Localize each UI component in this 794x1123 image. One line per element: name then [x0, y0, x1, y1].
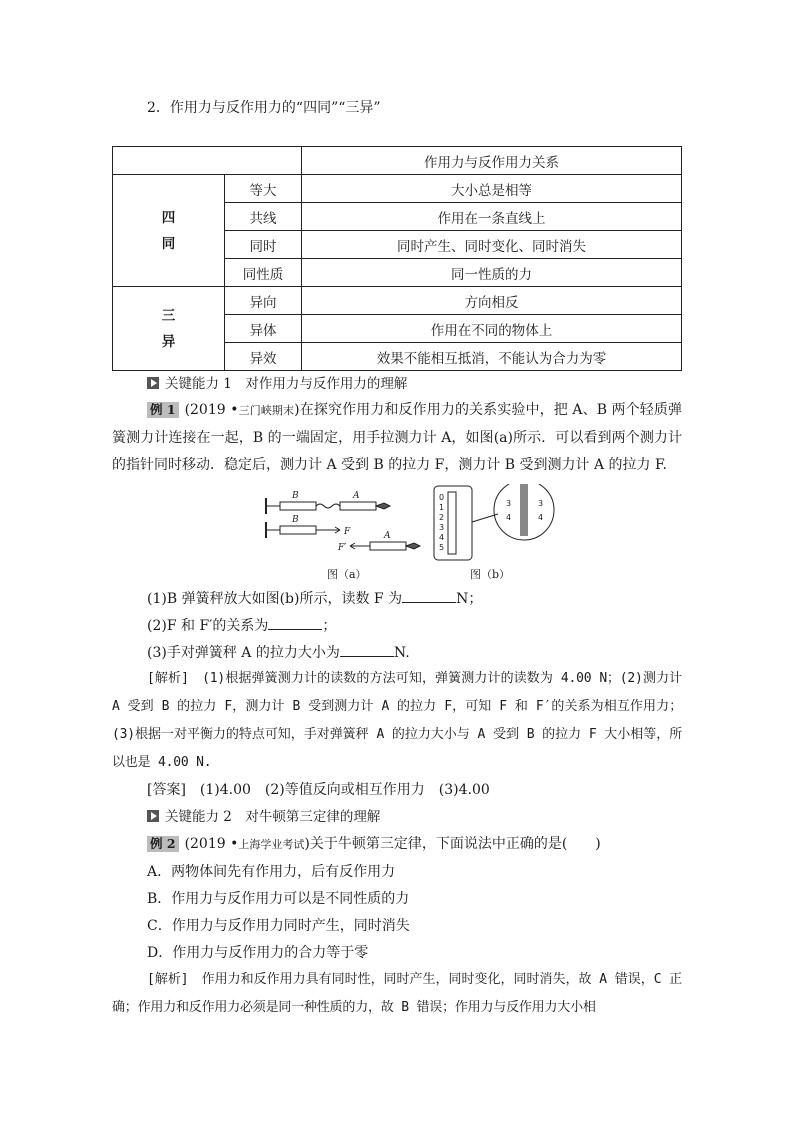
- option-c[interactable]: C．作用力与反作用力同时产生，同时消失: [147, 918, 410, 934]
- example-1-stem: [112, 397, 682, 480]
- tick-2-left: 2: [439, 513, 445, 522]
- group-name-san-yi: [113, 287, 225, 371]
- table-corner-cell: [113, 147, 302, 175]
- example-1-text: 在探究作用力和反作用力的关系实验中，把 A、B 两个轻质弹簧测力计连接在一起，B 的一端固定，用手拉测力计 A，如图(a)所示．可以看到两个测力计的指针同时移动．稳定后，测力计 A 受到 B 的拉力 F，测力计 B 受到测力计 A 的拉力 F.: [112, 402, 682, 473]
- example-2-stem: [147, 833, 601, 853]
- desc-cell: 方向相反: [302, 287, 682, 315]
- spring-connector: [316, 504, 340, 508]
- question-2-end: ；: [322, 618, 337, 634]
- question-2-text: (2)F 和 F′的关系为: [147, 618, 269, 634]
- key-ability-1-heading: [147, 372, 407, 392]
- scale-a-bottom: [370, 542, 406, 550]
- question-3-unit: N.: [393, 645, 410, 661]
- tick-5-left: 5: [439, 543, 445, 552]
- example-source: 上海学业考试: [238, 838, 305, 851]
- table-row: [113, 287, 682, 315]
- example-badge: 例 1: [147, 402, 179, 418]
- example-year: (2019 •: [184, 836, 239, 852]
- zoom-tick-4-right: 4: [538, 513, 544, 522]
- question-1-text: (1)B 弹簧秤放大如图(b)所示，读数 F 为: [147, 591, 403, 607]
- attr-cell: 异体: [225, 315, 302, 343]
- desc-cell: 同时产生、同时变化、同时消失: [302, 231, 682, 259]
- play-triangle-icon: [147, 377, 159, 389]
- label-b-top: B: [292, 491, 299, 501]
- answer-blank[interactable]: [402, 590, 456, 603]
- answer-blank[interactable]: [268, 617, 322, 630]
- solution-1-text: [解析] (1)根据弹簧测力计的读数的方法可知，弹簧测力计的读数为 4.00 N；(2)测力计 A 受到 B 的拉力 F，测力计 B 受到测力计 A 的拉力 F，可知 F 和 F′的关系为相互作用力；(3)根据一对平衡力的特点可知，手对弹簧秤 A 的拉力大小与 A 受到 B 的拉力 F 大小相等，所以也是 4.00 N.: [112, 671, 682, 770]
- example-badge: 例 2: [147, 836, 179, 852]
- group-char: 同: [161, 235, 176, 252]
- attr-cell: 异向: [225, 287, 302, 315]
- zoom-tick-3-right: 3: [538, 499, 544, 508]
- hand-bottom: [406, 543, 420, 549]
- label-a-top: A: [353, 491, 360, 501]
- key-ability-2-label: 关键能力 2 对牛顿第三定律的理解: [165, 809, 381, 825]
- solution-2-text: [解析] 作用力和反作用力具有同时性，同时产生，同时变化，同时消失，故 A 错误，C 正确；作用力和反作用力必须是同一种性质的力，故 B 错误；作用力与反作用力大小相: [112, 972, 682, 1015]
- question-1-unit: N；: [456, 591, 483, 607]
- tick-4-left: 4: [439, 533, 445, 542]
- zoom-tick-3: 3: [506, 499, 512, 508]
- table-row: [113, 175, 682, 203]
- desc-cell: 效果不能相互抵消，不能认为合力为零: [302, 343, 682, 371]
- attr-cell: 共线: [225, 203, 302, 231]
- example-year-close: ): [294, 402, 300, 418]
- section-title: 2．作用力与反作用力的“四同”“三异”: [147, 100, 381, 116]
- question-3-text: (3)手对弹簧秤 A 的拉力大小为: [147, 645, 340, 661]
- option-a[interactable]: A．两物体间先有作用力，后有反作用力: [147, 864, 396, 880]
- example-year-close: ): [304, 836, 310, 852]
- question-1: [147, 588, 482, 608]
- answer-1: [答案] (1)4.00 (2)等值反向或相互作用力 (3)4.00: [147, 782, 490, 798]
- group-char: 异: [161, 333, 176, 350]
- example-year: (2019 •: [184, 402, 239, 418]
- desc-cell: 作用在不同的物体上: [302, 315, 682, 343]
- desc-cell: 大小总是相等: [302, 175, 682, 203]
- figure-a: [266, 484, 554, 560]
- scale-b-top: [280, 502, 316, 510]
- zoom-tick-4: 4: [506, 513, 512, 522]
- tick-0-left: 0: [439, 493, 445, 502]
- group-char: 三: [161, 307, 176, 324]
- solution-1: [112, 665, 682, 777]
- group-name-si-tong: [113, 175, 225, 287]
- desc-cell: 作用在一条直线上: [302, 203, 682, 231]
- desc-cell: 同一性质的力: [302, 259, 682, 287]
- option-b[interactable]: B．作用力与反作用力可以是不同性质的力: [147, 891, 410, 907]
- scale-a-top: [340, 502, 376, 510]
- figure-b-caption: 图（b）: [470, 568, 511, 581]
- question-3: [147, 642, 410, 662]
- attr-cell: 异效: [225, 343, 302, 371]
- play-triangle-icon: [147, 810, 159, 822]
- key-ability-1-label: 关键能力 1 对作用力与反作用力的理解: [165, 376, 408, 392]
- tick-3-left: 3: [439, 523, 445, 532]
- attr-cell: 等大: [225, 175, 302, 203]
- table-header-row: [113, 147, 682, 175]
- attr-cell: 同性质: [225, 259, 302, 287]
- label-fp: F′: [338, 543, 347, 553]
- scale-b-slot: [448, 492, 456, 554]
- scale-b-bottom: [280, 526, 316, 534]
- figure-a-caption: 图（a）: [327, 568, 367, 581]
- relation-table: [112, 146, 682, 371]
- spring-scale-figure: [258, 484, 558, 584]
- hand-top: [376, 503, 390, 509]
- example-2-text: 关于牛顿第三定律，下面说法中正确的是( ): [309, 836, 601, 852]
- key-ability-2-heading: [147, 805, 380, 825]
- option-d[interactable]: D．作用力与反作用力的合力等于零: [147, 945, 369, 961]
- label-a-bottom: A: [384, 531, 391, 541]
- attr-cell: 同时: [225, 231, 302, 259]
- solution-2: [112, 966, 682, 1022]
- answer-blank[interactable]: [340, 644, 394, 657]
- tick-1-left: 1: [439, 503, 445, 512]
- label-f: F: [344, 527, 351, 537]
- table-header: 作用力与反作用力关系: [302, 147, 682, 175]
- group-char: 四: [161, 209, 176, 226]
- label-b-bottom: B: [292, 515, 299, 525]
- example-source: 三门峡期末: [238, 404, 295, 417]
- question-2: [147, 615, 336, 635]
